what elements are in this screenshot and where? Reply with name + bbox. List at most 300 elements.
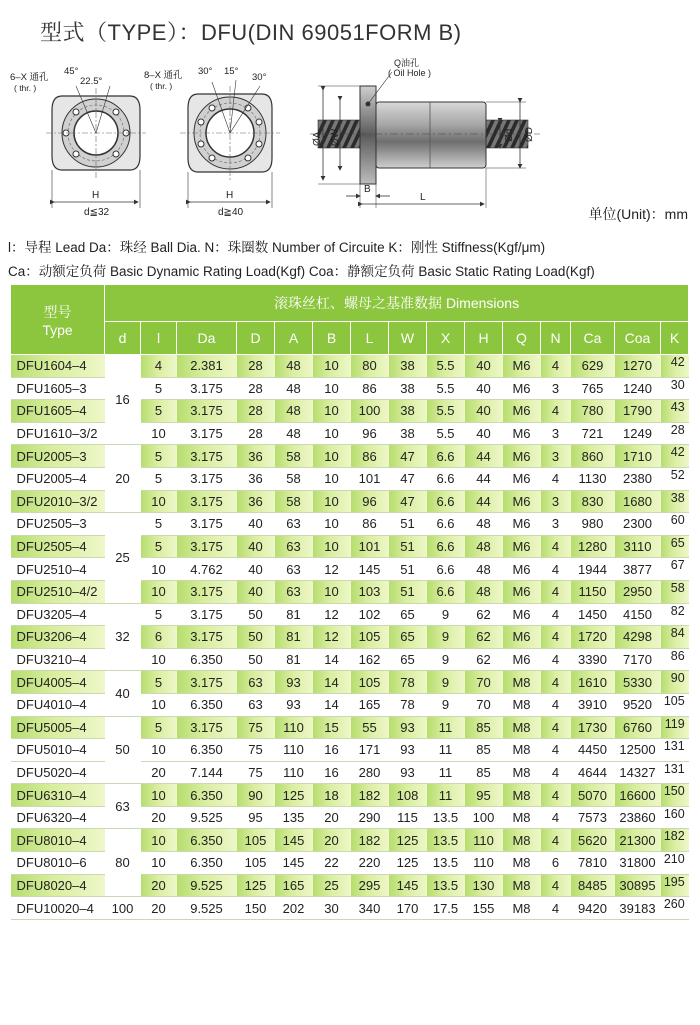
d-group-cell: 80 (105, 829, 141, 897)
cell-x: 6.6 (427, 445, 465, 468)
cell-da: 4.762 (177, 558, 237, 581)
cell-l: 86 (351, 445, 389, 468)
mid-angle-30b: 30° (252, 72, 267, 83)
cell-l: 86 (351, 377, 389, 400)
cell-k: 119 (661, 716, 689, 739)
column-header-l: L (351, 322, 389, 355)
model-cell: DFU5005–4 (11, 716, 105, 739)
cell-k: 67 (661, 558, 689, 581)
cell-d: 40 (237, 513, 275, 536)
table-row (11, 671, 689, 694)
left-angle-45: 45° (64, 66, 79, 77)
cell-n: 4 (541, 693, 571, 716)
cell-k: 105 (661, 693, 689, 716)
mid-thr-label: ( thr. ) (150, 81, 173, 91)
cell-w: 51 (389, 580, 427, 603)
cell-d: 125 (237, 874, 275, 897)
cell-l: 10 (141, 422, 177, 445)
cell-k: 160 (661, 806, 689, 829)
model-cell: DFU5010–4 (11, 739, 105, 762)
cell-l: 96 (351, 422, 389, 445)
cell-n: 4 (541, 806, 571, 829)
cell-l: 10 (141, 490, 177, 513)
cell-l: 10 (141, 558, 177, 581)
column-header-ca: Ca (571, 322, 615, 355)
cell-x: 5.5 (427, 377, 465, 400)
cell-l: 5 (141, 513, 177, 536)
table-row (11, 445, 689, 468)
cell-b: 18 (313, 784, 351, 807)
cell-d: 50 (237, 648, 275, 671)
cell-b: 22 (313, 852, 351, 875)
cell-n: 3 (541, 513, 571, 536)
cell-l: 86 (351, 513, 389, 536)
cell-n: 3 (541, 377, 571, 400)
cell-x: 5.5 (427, 355, 465, 378)
cell-w: 125 (389, 852, 427, 875)
model-cell: DFU3206–4 (11, 626, 105, 649)
cell-w: 51 (389, 513, 427, 536)
cell-a: 58 (275, 445, 313, 468)
model-cell: DFU2505–4 (11, 535, 105, 558)
cell-l: 165 (351, 693, 389, 716)
cell-ca: 1944 (571, 558, 615, 581)
cell-b: 10 (313, 513, 351, 536)
cell-w: 170 (389, 897, 427, 920)
cell-k: 42 (661, 355, 689, 378)
model-cell: DFU8020–4 (11, 874, 105, 897)
cell-k: 52 (661, 467, 689, 490)
cell-n: 4 (541, 671, 571, 694)
cell-x: 11 (427, 761, 465, 784)
cell-d: 95 (237, 806, 275, 829)
cell-q: M6 (503, 603, 541, 626)
d-group-cell: 40 (105, 671, 141, 716)
dim-w-label: ØW (330, 128, 341, 146)
cell-da: 6.350 (177, 829, 237, 852)
cell-h: 70 (465, 671, 503, 694)
cell-coa: 1270 (615, 355, 661, 378)
cell-q: M6 (503, 626, 541, 649)
cell-da: 3.175 (177, 580, 237, 603)
cell-w: 38 (389, 355, 427, 378)
cell-d: 63 (237, 693, 275, 716)
cell-b: 12 (313, 626, 351, 649)
cell-a: 48 (275, 422, 313, 445)
cell-q: M6 (503, 400, 541, 423)
cell-q: M8 (503, 716, 541, 739)
column-header-q: Q (503, 322, 541, 355)
cell-b: 14 (313, 648, 351, 671)
cell-x: 9 (427, 693, 465, 716)
cell-b: 15 (313, 716, 351, 739)
cell-h: 110 (465, 829, 503, 852)
cell-a: 48 (275, 400, 313, 423)
cell-ca: 5620 (571, 829, 615, 852)
cell-l: 101 (351, 535, 389, 558)
cell-n: 4 (541, 603, 571, 626)
cell-q: M6 (503, 558, 541, 581)
model-cell: DFU3205–4 (11, 603, 105, 626)
cell-q: M8 (503, 693, 541, 716)
cell-coa: 23860 (615, 806, 661, 829)
model-cell: DFU3210–4 (11, 648, 105, 671)
cell-x: 5.5 (427, 400, 465, 423)
cell-l: 10 (141, 580, 177, 603)
cell-w: 38 (389, 422, 427, 445)
cell-k: 195 (661, 874, 689, 897)
cell-n: 4 (541, 739, 571, 762)
column-header-w: W (389, 322, 427, 355)
cell-coa: 4298 (615, 626, 661, 649)
dimensions-header: 滚珠丝杠、螺母之基准数据 Dimensions (105, 285, 689, 322)
column-header-row (11, 322, 689, 355)
cell-n: 3 (541, 490, 571, 513)
cell-da: 7.144 (177, 761, 237, 784)
cell-k: 65 (661, 535, 689, 558)
cell-l: 100 (351, 400, 389, 423)
cell-q: M8 (503, 739, 541, 762)
cell-q: M6 (503, 490, 541, 513)
cell-da: 2.381 (177, 355, 237, 378)
cell-w: 125 (389, 829, 427, 852)
cell-h: 130 (465, 874, 503, 897)
cell-w: 38 (389, 400, 427, 423)
cell-da: 3.175 (177, 490, 237, 513)
cell-a: 165 (275, 874, 313, 897)
cell-l: 5 (141, 377, 177, 400)
cell-l: 10 (141, 784, 177, 807)
mid-d-label: d≧40 (218, 207, 244, 218)
cell-q: M8 (503, 671, 541, 694)
cell-n: 4 (541, 467, 571, 490)
column-header-a: A (275, 322, 313, 355)
cell-d: 36 (237, 490, 275, 513)
spec-table (10, 284, 689, 920)
cell-ca: 3390 (571, 648, 615, 671)
model-cell: DFU1605–3 (11, 377, 105, 400)
cell-k: 182 (661, 829, 689, 852)
cell-h: 85 (465, 761, 503, 784)
cell-h: 44 (465, 490, 503, 513)
cell-d: 28 (237, 400, 275, 423)
model-cell: DFU2510–4/2 (11, 580, 105, 603)
model-header (11, 285, 105, 355)
cell-x: 6.6 (427, 513, 465, 536)
cell-da: 3.175 (177, 603, 237, 626)
cell-x: 6.6 (427, 558, 465, 581)
cell-ca: 1150 (571, 580, 615, 603)
cell-l: 96 (351, 490, 389, 513)
cell-b: 16 (313, 739, 351, 762)
column-header-d: D (237, 322, 275, 355)
cell-b: 25 (313, 874, 351, 897)
d-group-cell: 50 (105, 716, 141, 784)
cell-h: 40 (465, 400, 503, 423)
cell-b: 14 (313, 693, 351, 716)
cell-h: 44 (465, 467, 503, 490)
left-d-label: d≦32 (84, 207, 110, 218)
cell-coa: 5330 (615, 671, 661, 694)
cell-l: 10 (141, 693, 177, 716)
cell-coa: 7170 (615, 648, 661, 671)
cell-l: 4 (141, 355, 177, 378)
model-cell: DFU2005–3 (11, 445, 105, 468)
cell-n: 4 (541, 400, 571, 423)
cell-coa: 2950 (615, 580, 661, 603)
cell-da: 9.525 (177, 874, 237, 897)
cell-n: 3 (541, 445, 571, 468)
cell-ca: 765 (571, 377, 615, 400)
d-group-cell: 20 (105, 445, 141, 513)
cell-l: 182 (351, 829, 389, 852)
cell-x: 13.5 (427, 829, 465, 852)
mid-holes-label: 8–X 通孔 (144, 70, 183, 81)
cell-n: 4 (541, 829, 571, 852)
cell-l: 102 (351, 603, 389, 626)
cell-k: 58 (661, 580, 689, 603)
cell-x: 9 (427, 648, 465, 671)
cell-h: 110 (465, 852, 503, 875)
cell-l: 20 (141, 761, 177, 784)
cell-h: 44 (465, 445, 503, 468)
cell-q: M6 (503, 535, 541, 558)
cell-ca: 5070 (571, 784, 615, 807)
cell-x: 6.6 (427, 580, 465, 603)
cell-da: 9.525 (177, 806, 237, 829)
cell-n: 4 (541, 897, 571, 920)
cell-k: 43 (661, 400, 689, 423)
cell-l: 20 (141, 874, 177, 897)
cell-da: 3.175 (177, 716, 237, 739)
cell-k: 84 (661, 626, 689, 649)
cell-a: 81 (275, 648, 313, 671)
cell-a: 110 (275, 761, 313, 784)
cell-n: 4 (541, 648, 571, 671)
cell-x: 6.6 (427, 467, 465, 490)
cell-d: 40 (237, 558, 275, 581)
cell-k: 150 (661, 784, 689, 807)
d-group-cell: 25 (105, 513, 141, 603)
cell-k: 131 (661, 739, 689, 762)
cell-ca: 3910 (571, 693, 615, 716)
cell-k: 60 (661, 513, 689, 536)
unit-label: 单位(Unit)：mm (588, 206, 688, 222)
cell-l: 10 (141, 852, 177, 875)
cell-l: 280 (351, 761, 389, 784)
cell-coa: 1790 (615, 400, 661, 423)
model-cell: DFU6310–4 (11, 784, 105, 807)
cell-w: 38 (389, 377, 427, 400)
cell-q: M8 (503, 761, 541, 784)
cell-da: 6.350 (177, 739, 237, 762)
cell-b: 12 (313, 558, 351, 581)
cell-coa: 21300 (615, 829, 661, 852)
cell-d: 50 (237, 603, 275, 626)
cell-k: 210 (661, 852, 689, 875)
cell-x: 13.5 (427, 806, 465, 829)
cell-l: 5 (141, 535, 177, 558)
cell-da: 3.175 (177, 467, 237, 490)
cell-da: 3.175 (177, 535, 237, 558)
dim-b-label: B (364, 184, 371, 195)
cell-da: 3.175 (177, 377, 237, 400)
cell-x: 9 (427, 603, 465, 626)
cell-l: 55 (351, 716, 389, 739)
cell-da: 3.175 (177, 626, 237, 649)
cell-a: 202 (275, 897, 313, 920)
cell-q: M6 (503, 422, 541, 445)
cell-l: 5 (141, 445, 177, 468)
cell-ca: 4450 (571, 739, 615, 762)
model-cell: DFU4005–4 (11, 671, 105, 694)
cell-da: 6.350 (177, 693, 237, 716)
cell-a: 58 (275, 490, 313, 513)
mid-angle-30a: 30° (198, 66, 213, 77)
model-cell: DFU6320–4 (11, 806, 105, 829)
cell-h: 100 (465, 806, 503, 829)
middle-flange-view (180, 80, 280, 208)
cell-d: 28 (237, 355, 275, 378)
cell-k: 90 (661, 671, 689, 694)
table-row (11, 513, 689, 536)
cell-k: 86 (661, 648, 689, 671)
column-header-x: X (427, 322, 465, 355)
cell-da: 6.350 (177, 784, 237, 807)
cell-ca: 4644 (571, 761, 615, 784)
dim-a-label: ØA (312, 131, 323, 146)
cell-a: 93 (275, 671, 313, 694)
model-cell: DFU8010–6 (11, 852, 105, 875)
left-holes-label: 6–X 通孔 (10, 72, 49, 83)
cell-a: 135 (275, 806, 313, 829)
cell-coa: 2380 (615, 467, 661, 490)
cell-l: 101 (351, 467, 389, 490)
cell-q: M8 (503, 852, 541, 875)
d-group-cell: 100 (105, 897, 141, 920)
left-h-label: H (92, 190, 100, 201)
column-header-da: Da (177, 322, 237, 355)
cell-coa: 1249 (615, 422, 661, 445)
cell-ca: 980 (571, 513, 615, 536)
cell-q: M6 (503, 648, 541, 671)
cell-b: 10 (313, 535, 351, 558)
cell-x: 6.6 (427, 535, 465, 558)
cell-l: 6 (141, 626, 177, 649)
cell-w: 47 (389, 490, 427, 513)
cell-k: 260 (661, 897, 689, 920)
cell-x: 11 (427, 784, 465, 807)
cell-coa: 12500 (615, 739, 661, 762)
cell-d: 105 (237, 829, 275, 852)
cell-x: 5.5 (427, 422, 465, 445)
cell-q: M6 (503, 580, 541, 603)
cell-w: 78 (389, 693, 427, 716)
cell-b: 10 (313, 355, 351, 378)
cell-w: 65 (389, 603, 427, 626)
cell-h: 40 (465, 422, 503, 445)
cell-l: 5 (141, 400, 177, 423)
cell-q: M6 (503, 355, 541, 378)
technical-drawings (0, 58, 700, 218)
cell-n: 4 (541, 716, 571, 739)
cell-ca: 860 (571, 445, 615, 468)
cell-coa: 1680 (615, 490, 661, 513)
cell-n: 3 (541, 422, 571, 445)
cell-h: 70 (465, 693, 503, 716)
table-row (11, 784, 689, 807)
cell-a: 63 (275, 535, 313, 558)
cell-ca: 1450 (571, 603, 615, 626)
cell-d: 36 (237, 467, 275, 490)
cell-a: 110 (275, 739, 313, 762)
cell-x: 6.6 (427, 490, 465, 513)
cell-w: 93 (389, 761, 427, 784)
cell-l: 10 (141, 829, 177, 852)
cell-b: 16 (313, 761, 351, 784)
cell-w: 51 (389, 535, 427, 558)
column-header-h: H (465, 322, 503, 355)
cell-l: 182 (351, 784, 389, 807)
cell-q: M6 (503, 513, 541, 536)
cell-w: 47 (389, 445, 427, 468)
cell-d: 28 (237, 377, 275, 400)
cell-coa: 9520 (615, 693, 661, 716)
cell-a: 93 (275, 693, 313, 716)
cell-l: 20 (141, 806, 177, 829)
cell-d: 75 (237, 716, 275, 739)
cell-h: 40 (465, 377, 503, 400)
model-cell: DFU1604–4 (11, 355, 105, 378)
dim-l-label: L (420, 192, 426, 203)
column-header-k: K (661, 322, 689, 355)
cell-b: 20 (313, 806, 351, 829)
cell-a: 63 (275, 558, 313, 581)
column-header-coa: Coa (615, 322, 661, 355)
cell-l: 220 (351, 852, 389, 875)
cell-d: 36 (237, 445, 275, 468)
cell-q: M6 (503, 467, 541, 490)
cell-q: M8 (503, 784, 541, 807)
cell-ca: 1610 (571, 671, 615, 694)
cell-coa: 3877 (615, 558, 661, 581)
d-group-cell: 32 (105, 603, 141, 671)
cell-l: 5 (141, 671, 177, 694)
model-cell: DFU8010–4 (11, 829, 105, 852)
cell-q: M6 (503, 445, 541, 468)
mid-h-label: H (226, 190, 234, 201)
model-cell: DFU2010–3/2 (11, 490, 105, 513)
cell-coa: 16600 (615, 784, 661, 807)
cell-a: 48 (275, 377, 313, 400)
cell-h: 62 (465, 626, 503, 649)
cell-h: 85 (465, 716, 503, 739)
cell-h: 48 (465, 513, 503, 536)
spec-table-container (10, 284, 688, 920)
cell-d: 75 (237, 739, 275, 762)
cell-a: 110 (275, 716, 313, 739)
left-angle-22: 22.5° (80, 76, 103, 87)
cell-q: M8 (503, 806, 541, 829)
column-header-d: d (105, 322, 141, 355)
cell-coa: 6760 (615, 716, 661, 739)
cell-a: 48 (275, 355, 313, 378)
column-header-b: B (313, 322, 351, 355)
cell-d: 40 (237, 580, 275, 603)
cell-x: 11 (427, 739, 465, 762)
dim-d-small-label: Ød (504, 128, 515, 142)
cell-l: 20 (141, 897, 177, 920)
